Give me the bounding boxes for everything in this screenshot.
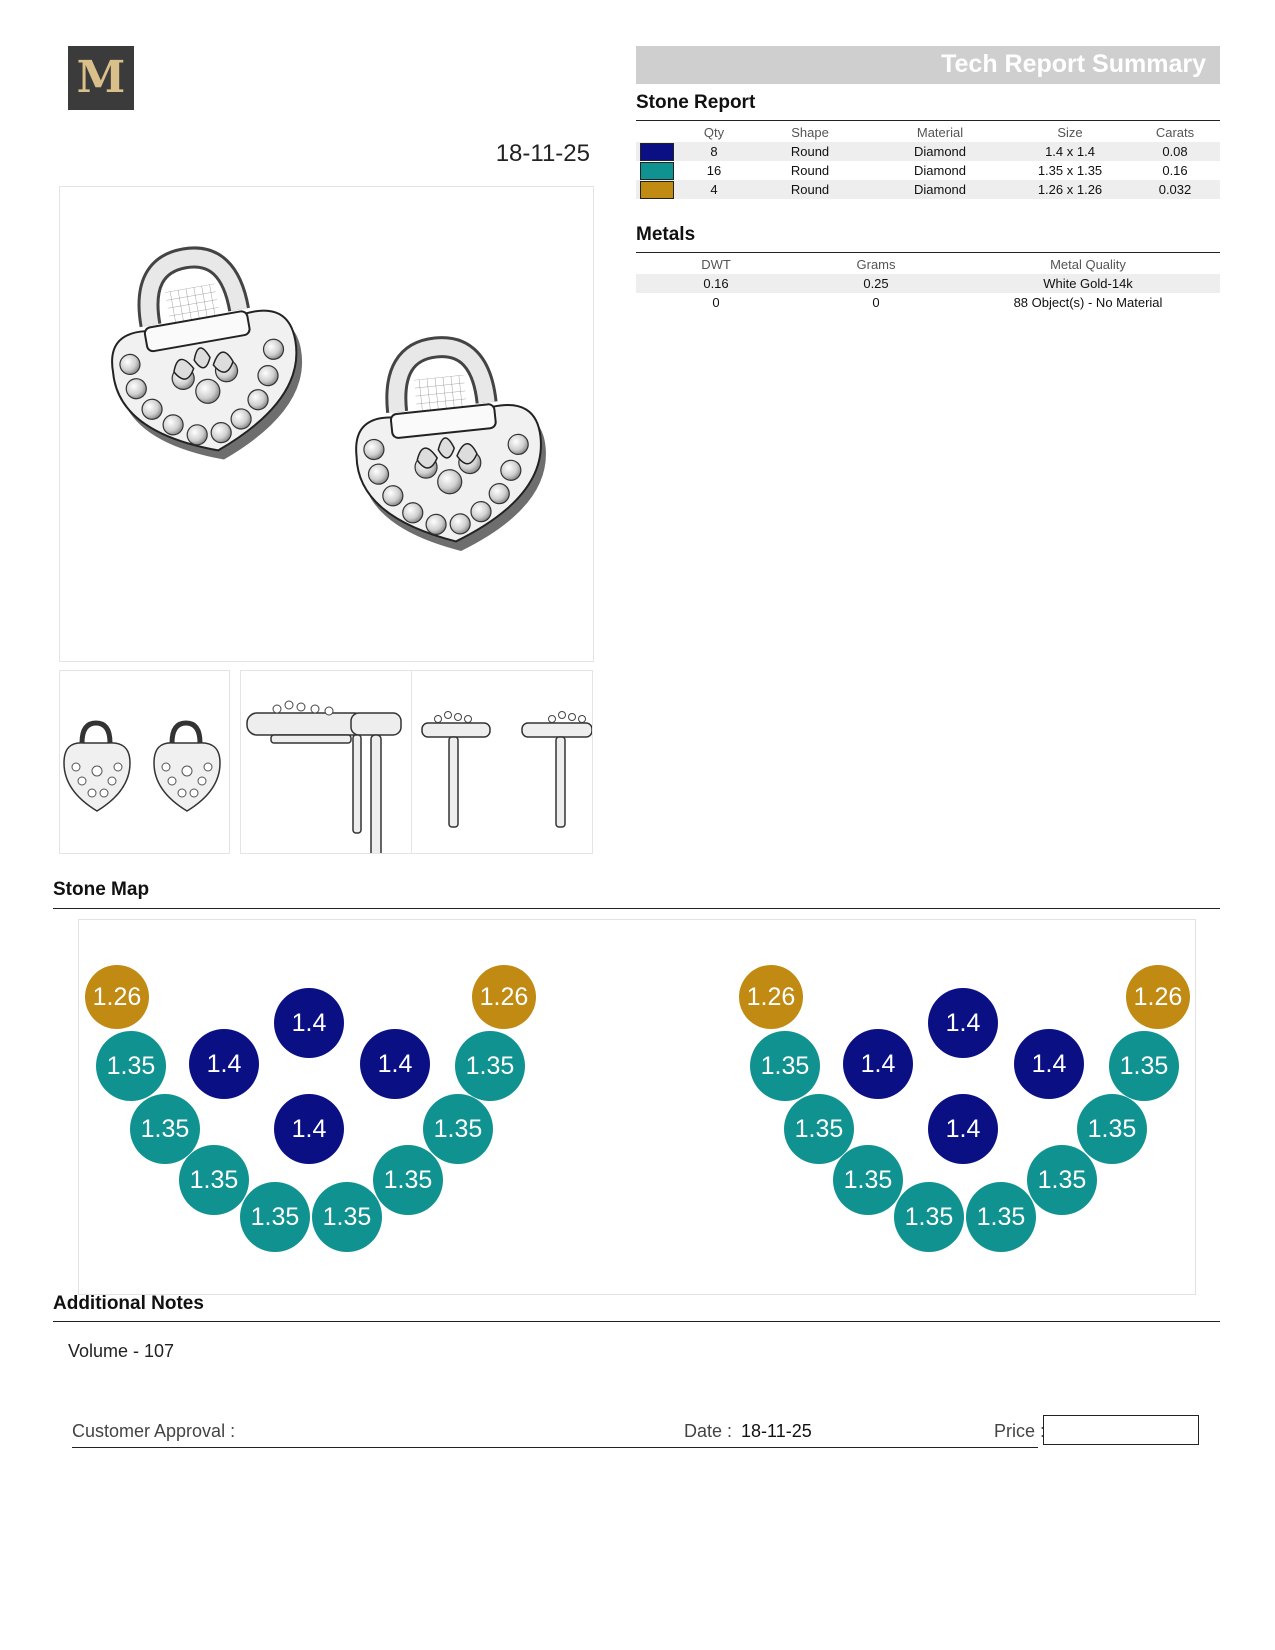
table-row: [636, 161, 1220, 180]
earring-left: [95, 241, 317, 476]
thumbnail-profile-view[interactable]: [411, 670, 593, 854]
stone-teal: 1.35: [373, 1145, 443, 1215]
stone-teal: 1.35: [455, 1031, 525, 1101]
profile-view-illustration: [412, 671, 592, 853]
stone-map-rule: [53, 908, 1220, 909]
stone-blue: 1.4: [928, 988, 998, 1058]
earring-right: [346, 337, 556, 561]
col-header: Shape: [791, 125, 829, 140]
stone-teal: 1.35: [833, 1145, 903, 1215]
carats-cell: 0.16: [1162, 163, 1188, 178]
stone-teal: 1.35: [179, 1145, 249, 1215]
price-input-box[interactable]: [1043, 1415, 1199, 1445]
stone-blue: 1.4: [274, 988, 344, 1058]
col-header: Size: [1057, 125, 1083, 140]
stone-report-rule: [636, 120, 1220, 121]
grams-cell: 0.25: [796, 274, 956, 293]
notes-text: Volume - 107: [68, 1341, 175, 1361]
color-swatch: [640, 143, 674, 161]
stone-report-title: Stone Report: [636, 92, 756, 113]
color-swatch: [640, 181, 674, 199]
side-view-illustration: [241, 671, 411, 853]
logo-letter: M: [76, 52, 126, 103]
qty-cell: 4: [678, 180, 750, 199]
carats-cell: 0.032: [1130, 180, 1220, 199]
customer-approval-label: Customer Approval :: [72, 1421, 236, 1441]
col-header: Metal Quality: [1050, 257, 1126, 272]
swatch-header: [636, 123, 678, 142]
notes-rule: [53, 1321, 1220, 1322]
stone-teal: 1.35: [894, 1182, 964, 1252]
title-banner: [636, 46, 1220, 84]
col-header: Qty: [703, 125, 725, 140]
table-row: [636, 274, 1220, 293]
stone-gold: 1.26: [1126, 965, 1190, 1029]
qty-cell: 16: [706, 163, 722, 178]
report-title: Tech Report Summary: [941, 50, 1206, 78]
stone-teal: 1.35: [312, 1182, 382, 1252]
stone-map-panel: [78, 919, 1196, 1295]
size-cell: 1.4 x 1.4: [1010, 142, 1130, 161]
metals-table: [636, 255, 1220, 312]
metals-title: Metals: [636, 224, 696, 245]
thumbnail-front-view[interactable]: [59, 670, 230, 854]
material-cell: Diamond: [913, 163, 967, 178]
stone-teal: 1.35: [1109, 1031, 1179, 1101]
col-header: Carats: [1155, 125, 1195, 140]
stone-blue: 1.4: [189, 1029, 259, 1099]
stone-teal: 1.35: [423, 1094, 493, 1164]
stone-blue: 1.4: [1014, 1029, 1084, 1099]
size-cell: 1.26 x 1.26: [1010, 180, 1130, 199]
quality-cell: 88 Object(s) - No Material: [1013, 295, 1163, 310]
report-date: 18-11-25: [495, 140, 590, 167]
stone-blue: 1.4: [843, 1029, 913, 1099]
table-row: [636, 293, 1220, 312]
dwt-cell: 0.16: [636, 274, 796, 293]
stone-teal: 1.35: [966, 1182, 1036, 1252]
stone-report-table: [636, 123, 1220, 199]
front-view-illustration: [60, 671, 229, 853]
stone-gold: 1.26: [739, 965, 803, 1029]
thumbnail-side-view[interactable]: [240, 670, 412, 854]
stone-teal: 1.35: [240, 1182, 310, 1252]
main-product-image: [59, 186, 594, 662]
material-cell: Diamond: [870, 142, 1010, 161]
metals-rule: [636, 252, 1220, 253]
table-row: [636, 142, 1220, 161]
size-cell: 1.35 x 1.35: [1037, 163, 1103, 178]
stone-blue: 1.4: [360, 1029, 430, 1099]
shape-cell: Round: [750, 180, 870, 199]
earring-pair-illustration: [60, 187, 593, 661]
stone-gold: 1.26: [85, 965, 149, 1029]
col-header: DWT: [701, 257, 731, 272]
shape-cell: Round: [790, 163, 830, 178]
dwt-cell: 0: [712, 295, 720, 310]
stone-teal: 1.35: [1027, 1145, 1097, 1215]
stone-gold: 1.26: [472, 965, 536, 1029]
approval-date-value: 18-11-25: [741, 1421, 812, 1441]
date-label: Date :: [684, 1421, 733, 1441]
stone-blue: 1.4: [928, 1094, 998, 1164]
table-row: [636, 180, 1220, 199]
col-header: Material: [916, 125, 964, 140]
stone-report-header-row: [636, 123, 1220, 142]
stone-teal: 1.35: [1077, 1094, 1147, 1164]
company-logo: [68, 46, 134, 110]
approval-signature-line: [72, 1447, 1038, 1448]
metals-header-row: [636, 255, 1220, 274]
stone-teal: 1.35: [784, 1094, 854, 1164]
stone-teal: 1.35: [96, 1031, 166, 1101]
notes-title: Additional Notes: [53, 1293, 204, 1314]
col-header: Grams: [856, 257, 896, 272]
stone-teal: 1.35: [750, 1031, 820, 1101]
price-label: Price :: [994, 1421, 1046, 1441]
shape-cell: Round: [750, 142, 870, 161]
qty-cell: 8: [678, 142, 750, 161]
stone-map-title: Stone Map: [53, 879, 150, 900]
stone-teal: 1.35: [130, 1094, 200, 1164]
quality-cell: White Gold-14k: [956, 274, 1220, 293]
color-swatch: [640, 162, 674, 180]
stone-blue: 1.4: [274, 1094, 344, 1164]
material-cell: Diamond: [870, 180, 1010, 199]
carats-cell: 0.08: [1130, 142, 1220, 161]
grams-cell: 0: [872, 295, 880, 310]
